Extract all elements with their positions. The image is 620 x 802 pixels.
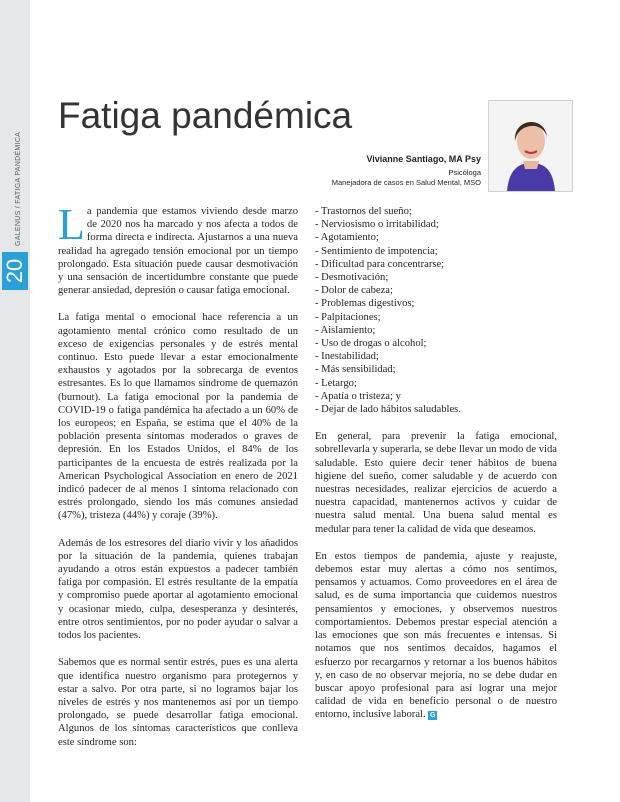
author-block [332, 154, 481, 188]
list-item: - Trastornos del sueño; [315, 206, 412, 217]
page-number-text: 20 [1, 258, 27, 284]
paragraph [315, 550, 557, 722]
right-column [315, 205, 557, 736]
left-column [58, 200, 298, 763]
author-portrait-icon [489, 101, 572, 191]
end-mark-icon: G [430, 712, 436, 720]
list-item: - Apatía o tristeza; y [315, 390, 401, 402]
drop-cap: L [58, 200, 85, 249]
page-number [2, 252, 28, 290]
author-role-1: Psicóloga [448, 168, 481, 177]
article-title: Fatiga pandémica [58, 95, 353, 136]
list-item: - Dolor de cabeza; [315, 285, 393, 297]
list-item: - Problemas digestivos; [315, 298, 415, 310]
paragraph [58, 200, 298, 297]
list-item: - Sentimiento de impotencia; [315, 245, 438, 257]
list-item: - Dejar de lado hábitos saludables. [315, 404, 461, 416]
list-item: - Letargo; [315, 377, 357, 389]
symptom-list [315, 205, 557, 416]
paragraph: La fatiga mental o emocional hace referencia a un agotamiento mental crónico como resultado de un exceso de exigencias personales y de estrés mental continuo. Esto puede llevar a estar emocionalmente exhaustos y agotados por la sobrecarga de eventos estresantes. Es lo que llamamos síndrome de quemazón (burnout). La fatiga emocional por la pandemia de COVID-19 o fatiga pandémica ha afectado a un 60% de los europeos; en España, se estima que el 40% de la población presenta síntomas moderados o graves de depresión. En los Estados Unidos, el 84% de los participantes de la encuesta de estrés realizada por la American Psychological Association en enero de 2021 indicó padecer de al menos 1 síntoma relacionado con estrés prolongado, siendo los más comunes ansiedad (47%), tristeza (44%) y coraje (39%). [58, 312, 298, 522]
paragraph-text: a pandemia que estamos viviendo desde marzo de 2020 nos ha marcado y nos afecta a todos de forma directa e indirecta. Ajustarnos a una nueva realidad ha agregado tensión emocional por un tiempo prolongado. Esta situación puede causar desmotivación y una sensación de incertidumbre constante que puede generar ansiedad, depresión o causar fatiga emocional. [58, 206, 298, 297]
running-head: GALENUS / FATIGA PANDÉMICA [15, 131, 22, 246]
side-strip [0, 0, 30, 802]
list-item: - Nerviosismo o irritabilidad; [315, 219, 439, 231]
paragraph-text: En estos tiempos de pandemia, ajuste y reajuste, debemos estar muy alertas a cómo nos sentimos, pensamos y actuamos. Como proveedores en el área de salud, es de suma importancia que cuidemos nuestros pensamientos y emociones, y observemos nuestros comportamientos. Debemos prestar especial atención a las emociones que son más frecuentes e intensas. Si notamos que nos sentimos decaídos, hagamos el esfuerzo por recargarnos y retornar a los buenos hábitos y, en caso de no observar mejoría, no se debe dudar en buscar apoyo profesional para así lograr una mejor calidad de vida en beneficio personal o de nuestro entorno, inclusive laboral. [315, 550, 557, 721]
paragraph: Además de los estresores del diario vivir y los añadidos por la situación de la pandemia, quienes trabajan ayudando a otros están expuestos a padecer también fatiga por compasión. El estrés resultante de la empatía y compromiso puede aportar al agotamiento emocional y ocasionar miedo, culpa, desesperanza y desinterés, entre otros sentimientos, por no poder ayudar o salvar a todos los pacientes. [58, 537, 298, 642]
list-item: - Uso de drogas o alcohol; [315, 338, 427, 350]
author-name: Vivianne Santiago, MA Psy [366, 154, 481, 164]
list-item: - Más sensibilidad; [315, 364, 396, 376]
list-item: - Inestabilidad; [315, 351, 379, 363]
list-item: - Palpitaciones; [315, 311, 381, 323]
list-item: - Agotamiento; [315, 232, 379, 244]
list-item: - Desmotivación; [315, 272, 389, 284]
paragraph: En general, para prevenir la fatiga emocional, sobrellevarla y superarla, se debe llevar un modo de vida saludable. Esto quiere decir tener hábitos de buena higiene del sueño, comer saludable y de acuerdo con nuestras necesidades, realizar ejercicios de acuerdo a nuestra capacidad, mantenernos activos y cuidar de nuestra salud mental. Una buena salud mental es medular para tener la calidad de vida que deseamos. [315, 431, 557, 535]
list-item: - Dificultad para concentrarse; [315, 258, 445, 270]
paragraph: Sabemos que es normal sentir estrés, pues es una alerta que identifica nuestro organismo para protegernos y estar a salvo. Por otra parte, si no logramos bajar los niveles de estrés y nos mantenemos así por un tiempo prolongado, se puede desarrollar fatiga emocional. Algunos de los síntomas característicos que conlleva este síndrome son: [58, 657, 298, 748]
author-role-2: Manejadora de casos en Salud Mental, MSO [331, 178, 481, 187]
list-item: - Aislamiento; [315, 324, 376, 336]
author-photo [488, 100, 573, 192]
